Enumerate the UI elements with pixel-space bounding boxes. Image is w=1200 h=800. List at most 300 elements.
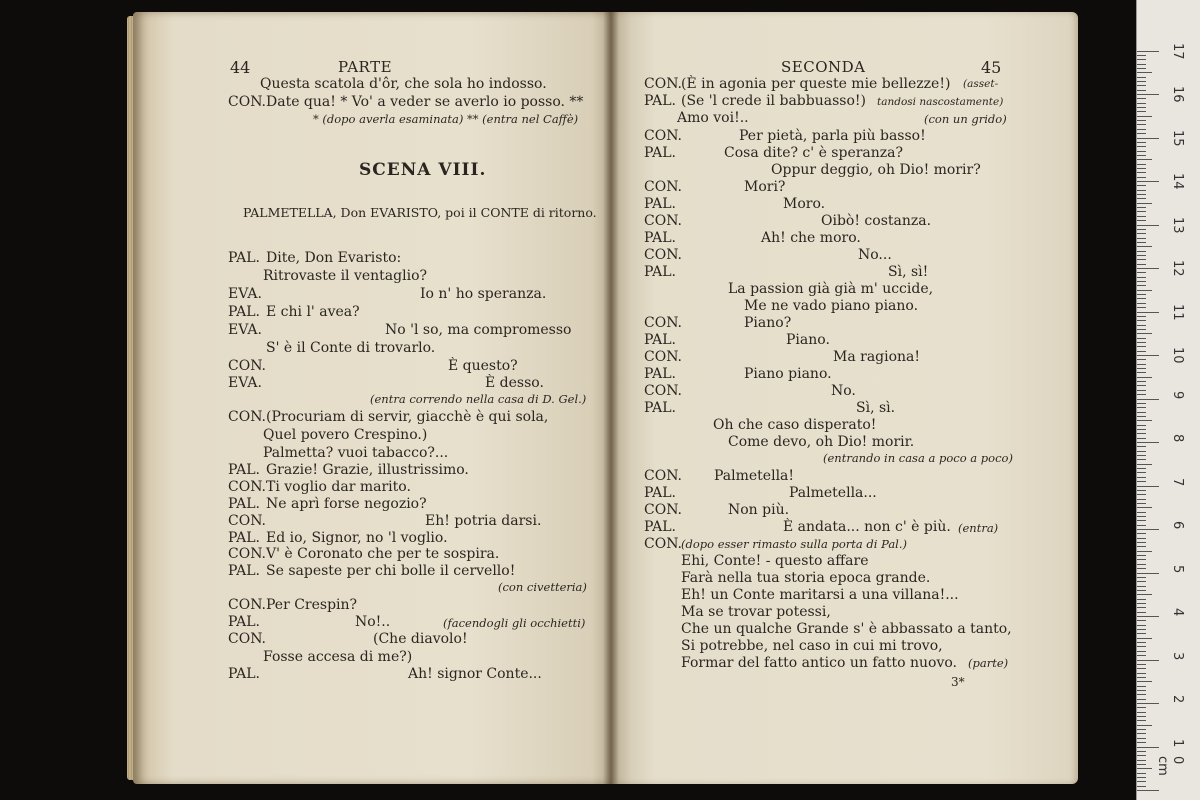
- speaker-label: PAL.: [644, 230, 676, 246]
- stage-direction: * (dopo averla esaminata) ** (entra nel Caffè): [313, 112, 579, 126]
- verse-line: Moro.: [783, 196, 826, 212]
- speaker-label: CON.: [644, 383, 682, 399]
- verse-line: Ti voglio dar marito.: [266, 479, 411, 495]
- ruler-tick: [1137, 98, 1146, 99]
- speaker-label: PAL.: [644, 519, 676, 535]
- ruler-label: 7: [1170, 477, 1185, 486]
- speaker-label: CON.: [228, 546, 266, 562]
- stage-direction: (entra): [958, 521, 999, 535]
- ruler-tick: [1137, 425, 1146, 426]
- stage-direction: (con civetteria): [498, 580, 587, 594]
- ruler-tick: [1137, 242, 1146, 243]
- ruler-label: 3: [1170, 651, 1185, 660]
- speaker-label: PAL.: [228, 530, 260, 546]
- ruler-tick: [1137, 55, 1146, 56]
- ruler-tick: [1137, 64, 1146, 65]
- ruler-tick: [1137, 555, 1146, 556]
- verse-line: È desso.: [485, 375, 544, 391]
- ruler-tick: [1137, 442, 1159, 443]
- book-gutter: [603, 12, 619, 784]
- ruler-tick: [1137, 451, 1146, 452]
- verse-line: Palmetta? vuoi tabacco?...: [263, 445, 449, 461]
- ruler-tick: [1137, 181, 1159, 182]
- speaker-label: PAL.: [644, 366, 676, 382]
- signature-mark: 3*: [951, 675, 965, 689]
- ruler-tick: [1137, 203, 1152, 204]
- ruler-tick: [1137, 116, 1152, 117]
- ruler-tick: [1137, 151, 1146, 152]
- ruler-tick: [1137, 107, 1146, 108]
- speaker-label: CON.: [644, 213, 682, 229]
- ruler-tick: [1137, 420, 1152, 421]
- ruler-tick: [1137, 751, 1146, 752]
- ruler-tick: [1137, 760, 1146, 761]
- ruler-tick: [1137, 707, 1146, 708]
- ruler-tick: [1137, 312, 1159, 313]
- ruler-tick: [1137, 185, 1146, 186]
- ruler-tick: [1137, 703, 1159, 704]
- verse-line: Oppur deggio, oh Dio! morir?: [771, 162, 981, 178]
- verse-line: No 'l so, ma compromesso: [385, 322, 572, 338]
- ruler-label: 9: [1170, 390, 1185, 399]
- ruler-tick: [1137, 694, 1146, 695]
- ruler-tick: [1137, 225, 1159, 226]
- verse-line: Oh che caso disperato!: [713, 417, 877, 433]
- verse-line: No...: [858, 247, 892, 263]
- ruler-tick: [1137, 355, 1159, 356]
- verse-line: Io n' ho speranza.: [420, 286, 547, 302]
- verse-line: Per pietà, parla più basso!: [739, 128, 926, 144]
- open-book: [133, 12, 1078, 784]
- speaker-label: PAL.: [228, 563, 260, 579]
- ruler-tick: [1137, 90, 1146, 91]
- ruler-tick: [1137, 559, 1146, 560]
- ruler-tick: [1137, 533, 1146, 534]
- ruler-tick: [1137, 168, 1146, 169]
- ruler-tick: [1137, 499, 1146, 500]
- ruler-tick: [1137, 111, 1146, 112]
- ruler-tick: [1137, 359, 1146, 360]
- ruler-tick: [1137, 303, 1146, 304]
- ruler-label: 14: [1170, 173, 1185, 190]
- verse-line: Eh! un Conte maritarsi a una villana!...: [681, 587, 959, 603]
- ruler-tick: [1137, 325, 1146, 326]
- ruler-tick: [1137, 755, 1146, 756]
- ruler-tick: [1137, 712, 1146, 713]
- ruler-tick: [1137, 164, 1146, 165]
- speaker-label: CON.: [228, 513, 266, 529]
- speaker-label: CON.: [644, 76, 682, 92]
- ruler-tick: [1137, 211, 1146, 212]
- verse-line: E chi l' avea?: [266, 304, 360, 320]
- running-header: SECONDA: [781, 58, 866, 76]
- speaker-label: PAL.: [644, 145, 676, 161]
- ruler-tick: [1137, 633, 1146, 634]
- ruler-tick: [1137, 768, 1152, 769]
- ruler-tick: [1137, 51, 1159, 52]
- stage-direction: (entrando in casa a poco a poco): [823, 451, 1013, 465]
- ruler-tick: [1137, 786, 1146, 787]
- verse-line: Date qua! * Vo' a veder se averlo io posso. **: [266, 94, 584, 110]
- ruler-tick: [1137, 338, 1146, 339]
- ruler-tick: [1137, 664, 1146, 665]
- ruler-tick: [1137, 138, 1159, 139]
- speaker-label: EVA.: [228, 286, 262, 302]
- ruler-label: 16: [1170, 86, 1185, 103]
- page-number: 45: [981, 58, 1002, 77]
- verse-line: Mori?: [744, 179, 786, 195]
- verse-line: Grazie! Grazie, illustrissimo.: [266, 462, 469, 478]
- ruler-tick: [1137, 651, 1146, 652]
- verse-line: Non più.: [728, 502, 790, 518]
- ruler-tick: [1137, 525, 1146, 526]
- verse-line: Fosse accesa di me?): [263, 649, 413, 665]
- speaker-label: PAL.: [644, 93, 676, 109]
- ruler-tick: [1137, 455, 1146, 456]
- ruler-tick: [1137, 429, 1146, 430]
- ruler-tick: [1137, 129, 1146, 130]
- verse-line: Per Crespin?: [266, 597, 358, 613]
- ruler-tick: [1137, 229, 1146, 230]
- ruler-tick: [1137, 516, 1146, 517]
- ruler-label: 2: [1170, 695, 1185, 704]
- speaker-label: PAL.: [644, 485, 676, 501]
- ruler-tick: [1137, 207, 1146, 208]
- ruler-tick: [1137, 590, 1146, 591]
- ruler-tick: [1137, 329, 1146, 330]
- ruler-tick: [1137, 198, 1146, 199]
- verse-line: Dite, Don Evaristo:: [266, 250, 402, 266]
- ruler-tick: [1137, 577, 1146, 578]
- ruler-tick: [1137, 773, 1146, 774]
- ruler-tick: [1137, 529, 1159, 530]
- ruler-tick: [1137, 364, 1146, 365]
- ruler-tick: [1137, 642, 1146, 643]
- running-header: PARTE: [338, 58, 393, 76]
- ruler-tick: [1137, 385, 1146, 386]
- ruler-tick: [1137, 486, 1159, 487]
- verse-line: S' è il Conte di trovarlo.: [266, 340, 436, 356]
- speaker-label: CON.: [228, 358, 266, 374]
- ruler-tick: [1137, 620, 1146, 621]
- verse-line: Oibò! costanza.: [821, 213, 932, 229]
- ruler-tick: [1137, 377, 1152, 378]
- cast-line: PALMETELLA, Don EVARISTO, poi il CONTE di ritorno.: [243, 205, 597, 220]
- ruler-tick: [1137, 477, 1146, 478]
- verse-line: La passion già già m' uccide,: [728, 281, 934, 297]
- ruler-tick: [1137, 790, 1159, 791]
- ruler-tick: [1137, 507, 1152, 508]
- verse-line: Ah! signor Conte...: [408, 666, 542, 682]
- ruler-tick: [1137, 216, 1146, 217]
- ruler-label: 15: [1170, 129, 1185, 147]
- speaker-label: CON.: [228, 409, 266, 425]
- ruler-tick: [1137, 747, 1159, 748]
- verse-line: Se sapeste per chi bolle il cervello!: [266, 563, 516, 579]
- ruler-tick: [1137, 399, 1159, 400]
- ruler-tick: [1137, 490, 1146, 491]
- ruler-tick: [1137, 655, 1146, 656]
- verse-line: Piano.: [786, 332, 830, 348]
- stage-direction: (parte): [968, 656, 1009, 670]
- ruler-tick: [1137, 268, 1159, 269]
- verse-line: Sì, sì.: [856, 400, 896, 416]
- ruler-tick: [1137, 777, 1146, 778]
- ruler-tick: [1137, 320, 1146, 321]
- measuring-ruler: [1136, 0, 1200, 800]
- verse-line: (È in agonia per queste mie bellezze!): [681, 76, 951, 92]
- speaker-label: CON.: [644, 536, 682, 552]
- ruler-tick: [1137, 159, 1152, 160]
- ruler-tick: [1137, 251, 1146, 252]
- verse-line: Formar del fatto antico un fatto nuovo.: [681, 655, 958, 671]
- verse-line: Ma se trovar potessi,: [681, 604, 831, 620]
- ruler-tick: [1137, 607, 1146, 608]
- verse-line: Questa scatola d'ôr, che sola ho indosso.: [260, 76, 547, 92]
- left-page: [133, 12, 611, 784]
- stage-direction: (con un grido): [924, 112, 1007, 126]
- verse-line: Ah! che moro.: [761, 230, 861, 246]
- ruler-tick: [1137, 307, 1146, 308]
- ruler-tick: [1137, 77, 1146, 78]
- ruler-tick: [1137, 72, 1152, 73]
- ruler-tick: [1137, 629, 1146, 630]
- verse-line: È questo?: [448, 358, 518, 374]
- ruler-tick: [1137, 546, 1146, 547]
- ruler-tick: [1137, 573, 1159, 574]
- ruler-tick: [1137, 264, 1146, 265]
- verse-line: Sì, sì!: [888, 264, 929, 280]
- ruler-tick: [1137, 564, 1146, 565]
- verse-line: Si potrebbe, nel caso in cui mi trovo,: [681, 638, 943, 654]
- ruler-tick: [1137, 372, 1146, 373]
- stage-direction: (dopo esser rimasto sulla porta di Pal.): [681, 537, 908, 551]
- ruler-label: 5: [1170, 564, 1185, 573]
- ruler-tick: [1137, 599, 1146, 600]
- ruler-tick: [1137, 294, 1146, 295]
- verse-line: Ehi, Conte! - questo affare: [681, 553, 869, 569]
- speaker-label: PAL.: [228, 614, 260, 630]
- verse-line: Ed io, Signor, no 'l voglio.: [266, 530, 448, 546]
- ruler-tick: [1137, 68, 1146, 69]
- ruler-tick: [1137, 277, 1146, 278]
- verse-line: Eh! potria darsi.: [425, 513, 542, 529]
- verse-line: Palmetella!: [714, 468, 795, 484]
- speaker-label: CON.: [644, 128, 682, 144]
- ruler-tick: [1137, 177, 1146, 178]
- ruler-tick: [1137, 438, 1146, 439]
- verse-line: (Se 'l crede il babbuasso!): [681, 93, 866, 109]
- ruler-tick: [1137, 285, 1146, 286]
- speaker-label: CON.: [644, 179, 682, 195]
- speaker-label: CON.: [644, 315, 682, 331]
- ruler-label: 12: [1170, 260, 1185, 277]
- ruler-tick: [1137, 625, 1146, 626]
- verse-line: Palmetella...: [789, 485, 877, 501]
- stage-direction: (asset-: [963, 78, 999, 90]
- ruler-tick: [1137, 346, 1146, 347]
- ruler-tick: [1137, 686, 1146, 687]
- ruler-tick: [1137, 281, 1146, 282]
- ruler-tick: [1137, 542, 1146, 543]
- ruler-tick: [1137, 681, 1152, 682]
- ruler-tick: [1137, 220, 1146, 221]
- ruler-tick: [1137, 733, 1146, 734]
- stage-direction: (facendogli gli occhietti): [443, 616, 586, 630]
- verse-line: È andata... non c' è più.: [783, 519, 951, 535]
- speaker-label: CON.: [228, 597, 266, 613]
- speaker-label: PAL.: [644, 400, 676, 416]
- ruler-tick: [1137, 660, 1159, 661]
- ruler-tick: [1137, 690, 1146, 691]
- ruler-tick: [1137, 581, 1146, 582]
- ruler-tick: [1137, 729, 1146, 730]
- ruler-tick: [1137, 446, 1146, 447]
- ruler-tick: [1137, 738, 1146, 739]
- ruler-tick: [1137, 368, 1146, 369]
- ruler-tick: [1137, 246, 1152, 247]
- verse-line: Cosa dite? c' è speranza?: [724, 145, 904, 161]
- ruler-tick: [1137, 316, 1146, 317]
- ruler-tick: [1137, 142, 1146, 143]
- ruler-tick: [1137, 468, 1146, 469]
- verse-line: Che un qualche Grande s' è abbassato a tanto,: [681, 621, 1012, 637]
- ruler-tick: [1137, 255, 1146, 256]
- ruler-tick: [1137, 668, 1146, 669]
- speaker-label: EVA.: [228, 322, 262, 338]
- verse-line: Ritrovaste il ventaglio?: [263, 268, 428, 284]
- ruler-label: 11: [1170, 303, 1185, 321]
- ruler-tick: [1137, 124, 1146, 125]
- speaker-label: CON.: [228, 94, 266, 110]
- ruler-tick: [1137, 290, 1152, 291]
- ruler-label: 6: [1170, 521, 1185, 530]
- speaker-label: PAL.: [228, 462, 260, 478]
- page-number: 44: [230, 58, 251, 77]
- ruler-tick: [1137, 612, 1146, 613]
- ruler-tick: [1137, 568, 1146, 569]
- speaker-label: CON.: [644, 247, 682, 263]
- ruler-tick: [1137, 699, 1146, 700]
- ruler-tick: [1137, 512, 1146, 513]
- ruler-tick: [1137, 781, 1146, 782]
- ruler-tick: [1137, 742, 1146, 743]
- ruler-tick: [1137, 673, 1146, 674]
- ruler-tick: [1137, 616, 1159, 617]
- ruler-tick: [1137, 351, 1146, 352]
- ruler-tick: [1137, 416, 1146, 417]
- ruler-label: 10: [1170, 347, 1185, 364]
- ruler-tick: [1137, 638, 1152, 639]
- speaker-label: PAL.: [228, 304, 260, 320]
- speaker-label: PAL.: [228, 666, 260, 682]
- ruler-label: 4: [1170, 608, 1185, 617]
- speaker-label: PAL.: [228, 496, 260, 512]
- ruler-tick: [1137, 586, 1146, 587]
- ruler-tick: [1137, 81, 1146, 82]
- scene-title: SCENA VIII.: [359, 160, 487, 180]
- ruler-tick: [1137, 464, 1152, 465]
- verse-line: (Procuriam di servir, giacchè è qui sola,: [266, 409, 549, 425]
- ruler-tick: [1137, 342, 1146, 343]
- verse-line: Quel povero Crespino.): [263, 427, 428, 443]
- verse-line: V' è Coronato che per te sospira.: [266, 546, 500, 562]
- verse-line: Ma ragiona!: [833, 349, 921, 365]
- ruler-tick: [1137, 394, 1146, 395]
- verse-line: No!..: [355, 614, 391, 630]
- verse-line: Me ne vado piano piano.: [744, 298, 919, 314]
- ruler-tick: [1137, 603, 1146, 604]
- ruler-tick: [1137, 172, 1146, 173]
- right-page: [611, 12, 1078, 784]
- ruler-label: 8: [1170, 434, 1185, 443]
- verse-line: (Che diavolo!: [373, 631, 468, 647]
- verse-line: Come devo, oh Dio! morir.: [728, 434, 915, 450]
- ruler-tick: [1137, 272, 1146, 273]
- ruler-tick: [1137, 520, 1146, 521]
- speaker-label: CON.: [644, 468, 682, 484]
- ruler-tick: [1137, 594, 1152, 595]
- ruler-tick: [1137, 59, 1146, 60]
- ruler-tick: [1137, 407, 1146, 408]
- ruler-tick: [1137, 85, 1146, 86]
- verse-line: Piano?: [744, 315, 792, 331]
- ruler-tick: [1137, 412, 1146, 413]
- ruler-tick: [1137, 194, 1146, 195]
- speaker-label: PAL.: [644, 264, 676, 280]
- ruler-tick: [1137, 103, 1146, 104]
- ruler-tick: [1137, 333, 1152, 334]
- ruler-tick: [1137, 133, 1146, 134]
- ruler-tick: [1137, 764, 1146, 765]
- ruler-tick: [1137, 120, 1146, 121]
- ruler-tick: [1137, 190, 1146, 191]
- ruler-tick: [1137, 94, 1159, 95]
- ruler-label: 17: [1170, 42, 1185, 60]
- ruler-tick: [1137, 725, 1152, 726]
- ruler-tick: [1137, 459, 1146, 460]
- ruler-tick: [1137, 403, 1146, 404]
- ruler-tick: [1137, 677, 1146, 678]
- speaker-label: CON.: [228, 631, 266, 647]
- stage-direction: (entra correndo nella casa di D. Gel.): [370, 392, 587, 406]
- ruler-tick: [1137, 298, 1146, 299]
- ruler-tick: [1137, 259, 1146, 260]
- verse-line: Piano piano.: [744, 366, 832, 382]
- stage-direction: tandosi nascostamente): [877, 96, 1004, 108]
- verse-line: Amo voi!..: [677, 110, 749, 126]
- speaker-label: CON.: [228, 479, 266, 495]
- ruler-tick: [1137, 433, 1146, 434]
- ruler-tick: [1137, 238, 1146, 239]
- ruler-tick: [1137, 155, 1146, 156]
- verse-line: No.: [831, 383, 856, 399]
- speaker-label: EVA.: [228, 375, 262, 391]
- ruler-tick: [1137, 646, 1146, 647]
- ruler-tick: [1137, 503, 1146, 504]
- speaker-label: PAL.: [644, 196, 676, 212]
- speaker-label: PAL.: [228, 250, 260, 266]
- ruler-tick: [1137, 233, 1146, 234]
- ruler-tick: [1137, 538, 1146, 539]
- ruler-tick: [1137, 551, 1152, 552]
- ruler-label: 0 cm: [1155, 756, 1185, 776]
- ruler-tick: [1137, 720, 1146, 721]
- ruler-tick: [1137, 481, 1146, 482]
- ruler-label: 13: [1170, 216, 1185, 234]
- ruler-tick: [1137, 381, 1146, 382]
- speaker-label: CON.: [644, 349, 682, 365]
